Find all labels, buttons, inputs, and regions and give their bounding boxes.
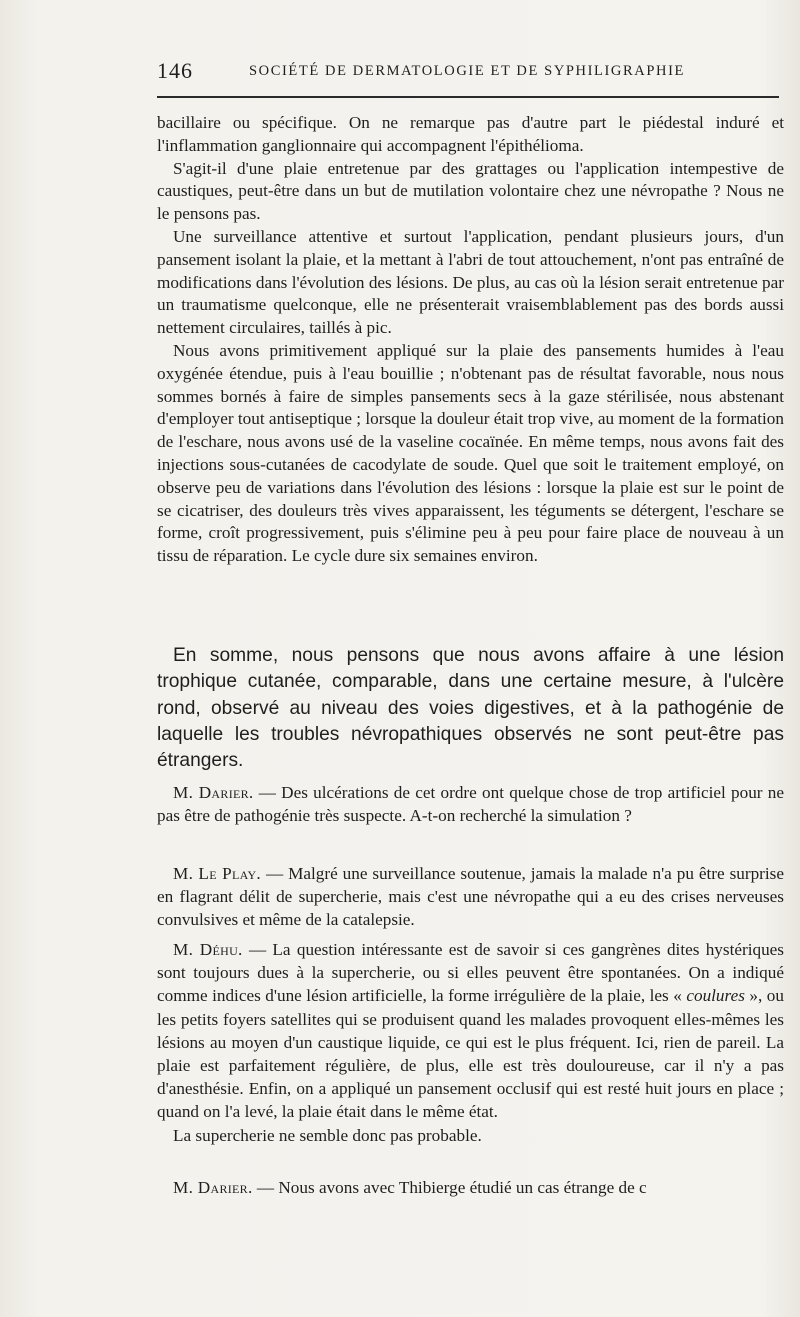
speaker-name: M. Déhu. bbox=[173, 940, 243, 959]
discussion-le-play bbox=[157, 862, 784, 932]
speaker-name: M. Darier. bbox=[173, 1178, 253, 1197]
header-rule bbox=[157, 96, 779, 98]
discussion-text: », ou les petits foyers satellites qui se produisent quand les malades provoquent elles-mêmes les lésions au moyen d'un caustique liquide, ce qui est le plus fréquent. Ici, rien de pareil. La plaie est parfaitement régulière, de plus, elle est très douloureuse, car il n'y a pas d'anesthésie. Enfin, on a appliqué un pansement occlusif qui est resté huit jours en place ; quand on l'a levé, la plaie était dans le même état. bbox=[157, 986, 784, 1122]
discussion-paragraph bbox=[157, 862, 784, 932]
paragraph: bacillaire ou spécifique. On ne remarque pas d'autre part le piédestal induré et l'inflammation ganglionnaire qui accompagnent l'épithélioma. bbox=[157, 113, 784, 155]
discussion-followup: La supercherie ne semble donc pas probable. bbox=[173, 1125, 482, 1145]
page-number: 146 bbox=[157, 58, 193, 83]
discussion-text: — Des ulcérations de cet ordre ont quelque chose de trop artificiel pour ne pas être de pathogénie très suspecte. A-t-on recherché la simulation ? bbox=[157, 783, 784, 826]
body-text bbox=[157, 112, 784, 568]
italic-term: coulures bbox=[686, 986, 745, 1006]
page-header bbox=[157, 58, 777, 88]
paragraph: S'agit-il d'une plaie entretenue par des grattages ou l'application intempestive de caustiques, peut-être dans un but de mutilation volontaire chez une névropathe ? Nous ne le pensons pas. bbox=[157, 158, 784, 224]
discussion-text: — La question intéressante est de savoir si ces gangrènes dites hystériques sont toujours dues à la supercherie, ou si elles peuvent être spontanées. On a indiqué comme indices d'une lésion artificielle, la forme irrégulière de la plaie, les « bbox=[157, 940, 784, 1006]
paragraph: Nous avons primitivement appliqué sur la plaie des pansements humides à l'eau oxygénée étendue, puis à l'eau bouillie ; n'obtenant pas de résultat favorable, nous nous sommes bornés à faire de simples pansements secs à la gaze stérilisée, nous abstenant d'employer tout antiseptique ; lorsque la douleur était trop vive, au moment de la formation de l'eschare, nous avons usé de la vaseline cocaïnée. En même temps, nous avons fait des injections sous-cutanées de cacodylate de soude. Quel que soit le traitement employé, on observe peu de variations dans l'évolution des lésions : lorsque la plaie est sur le point de se cicatriser, des douleurs très vives apparaissent, les téguments se détergent, l'eschare se forme, croît progressivement, puis s'élimine peu à peu pour faire place de nouveau à un tissu de réparation. Le cycle dure six semaines environ. bbox=[157, 340, 784, 566]
discussion-paragraph bbox=[157, 938, 784, 1124]
discussion-paragraph bbox=[157, 781, 784, 827]
discussion-text: — Malgré une surveillance soutenue, jamais la malade n'a pu être surprise en flagrant délit de supercherie, mais c'est une névropathe qui a eu des crises nerveuses convulsives et même de la catalepsie. bbox=[157, 864, 784, 930]
discussion-paragraph bbox=[157, 1176, 784, 1199]
running-head: SOCIÉTÉ DE DERMATOLOGIE ET DE SYPHILIGRAPHIE bbox=[249, 63, 685, 79]
discussion-dehu bbox=[157, 938, 784, 1147]
paragraph: Une surveillance attentive et surtout l'application, pendant plusieurs jours, d'un pansement isolant la plaie, et la mettant à l'abri de tout attouchement, n'ont pas entraîné de modifications dans l'évolution des lésions. De plus, au cas où la lésion serait entretenue par un traumatisme quelconque, elle ne présenterait vraisemblablement pas des bords aussi nettement circulaires, taillés à pic. bbox=[157, 226, 784, 338]
discussion-text: — Nous avons avec Thibierge étudié un cas étrange de c bbox=[252, 1178, 647, 1197]
discussion-darier-2 bbox=[157, 1176, 784, 1199]
speaker-name: M. Le Play. bbox=[173, 864, 262, 883]
discussion-darier-1 bbox=[157, 781, 784, 827]
speaker-name: M. Darier. bbox=[173, 783, 254, 802]
conclusion-paragraph: En somme, nous pensons que nous avons affaire à une lésion trophique cutanée, comparable, dans une certaine mesure, à l'ulcère rond, observé au niveau des voies digestives, et à la pathogénie de laquelle les troubles névropathiques observés ne sont peut-être pas étrangers. bbox=[157, 645, 784, 772]
